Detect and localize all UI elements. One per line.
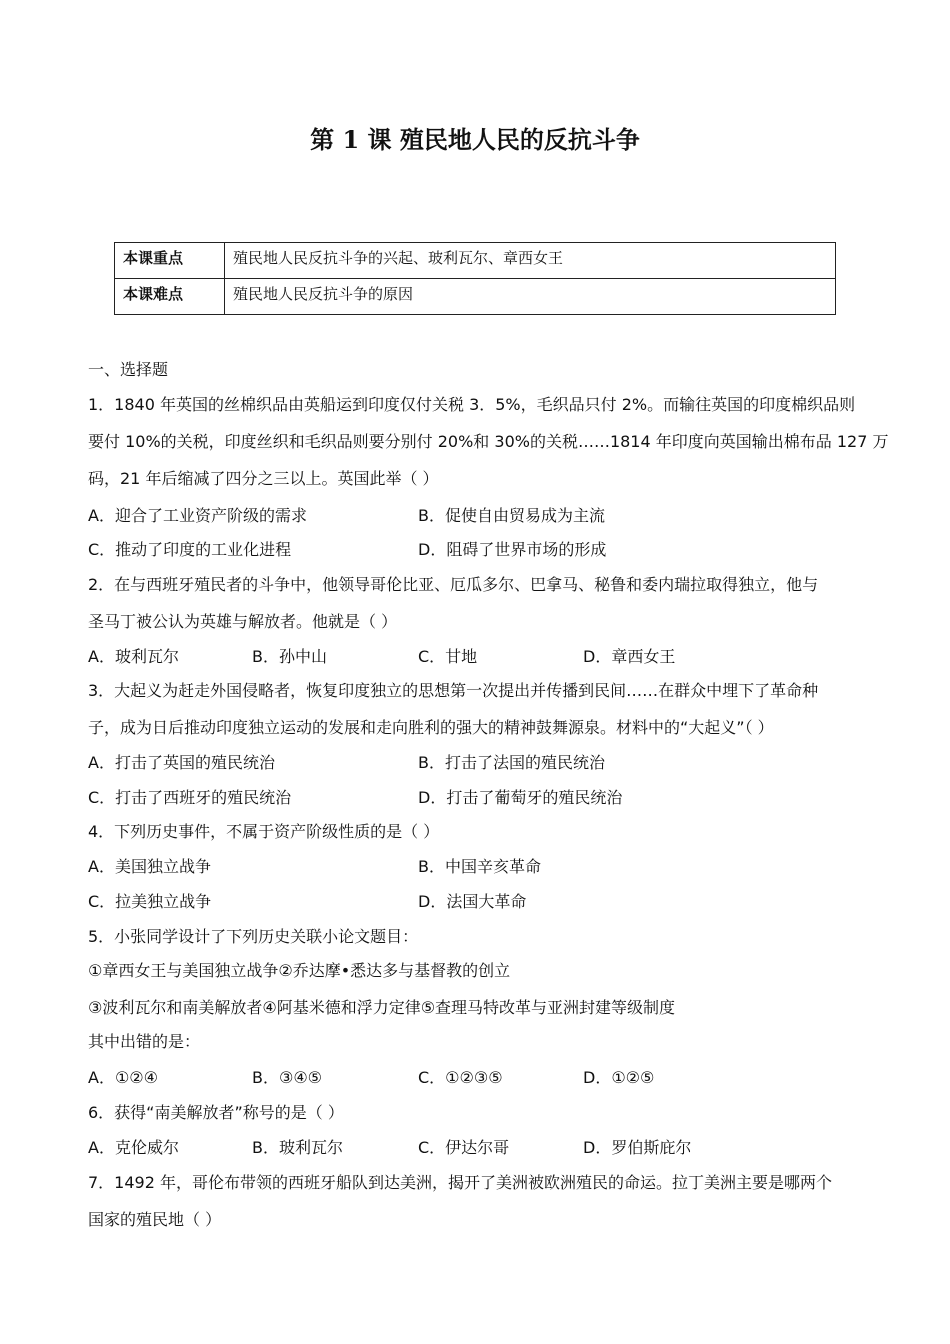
question-6-option-a[interactable]: A．克伦威尔 — [88, 1138, 179, 1157]
question-6-option-c[interactable]: C．伊达尔哥 — [418, 1138, 510, 1157]
question-5-line-3: ③波利瓦尔和南美解放者④阿基米德和浮力定律⑤查理马特改革与亚洲封建等级制度 — [88, 998, 676, 1017]
question-1-line-3: 码，21 年后缩减了四分之三以上。英国此举（ ） — [88, 469, 439, 488]
question-4-option-a[interactable]: A．美国独立战争 — [88, 857, 211, 876]
question-1-line-2: 要付 10%的关税，印度丝织和毛织品则要分别付 20%和 30%的关税……1814 年印度向英国输出棉布品 127 万 — [88, 432, 889, 451]
key-points-table — [114, 242, 836, 315]
question-3-option-b[interactable]: B．打击了法国的殖民统治 — [418, 753, 605, 772]
question-1-option-b[interactable]: B．促使自由贸易成为主流 — [418, 506, 605, 525]
question-7-line-2: 国家的殖民地（ ） — [88, 1210, 222, 1229]
table-row — [115, 243, 836, 279]
question-5-option-a[interactable]: A．①②④ — [88, 1068, 158, 1087]
page-title: 第 1 课 殖民地人民的反抗斗争 — [310, 125, 640, 154]
question-5-line-2: ①章西女王与美国独立战争②乔达摩•悉达多与基督教的创立 — [88, 961, 511, 980]
question-5-option-d[interactable]: D．①②⑤ — [583, 1068, 655, 1087]
question-3-option-a[interactable]: A．打击了英国的殖民统治 — [88, 753, 275, 772]
question-1-option-c[interactable]: C．推动了印度的工业化进程 — [88, 540, 292, 559]
question-4-option-b[interactable]: B．中国辛亥革命 — [418, 857, 541, 876]
question-1-line-1: 1．1840 年英国的丝棉织品由英船运到印度仅付关税 3．5%，毛织品只付 2%。而输往英国的印度棉织品则 — [88, 395, 856, 414]
table-cell-value: 殖民地人民反抗斗争的原因 — [225, 279, 836, 315]
question-3-line-2: 子，成为日后推动印度独立运动的发展和走向胜利的强大的精神鼓舞源泉。材料中的“大起义”（ ） — [88, 718, 774, 737]
table-cell-label: 本课重点 — [115, 243, 225, 279]
table-cell-value: 殖民地人民反抗斗争的兴起、玻利瓦尔、章西女王 — [225, 243, 836, 279]
question-5-option-c[interactable]: C．①②③⑤ — [418, 1068, 503, 1087]
question-2-line-2: 圣马丁被公认为英雄与解放者。他就是（ ） — [88, 612, 398, 631]
question-5-line-4: 其中出错的是： — [88, 1032, 201, 1051]
table-cell-label: 本课难点 — [115, 279, 225, 315]
question-3-line-1: 3．大起义为赶走外国侵略者，恢复印度独立的思想第一次提出并传播到民间……在群众中埋下了革命种 — [88, 681, 819, 700]
question-1-option-a[interactable]: A．迎合了工业资产阶级的需求 — [88, 506, 307, 525]
question-6-option-b[interactable]: B．玻利瓦尔 — [252, 1138, 343, 1157]
question-2-line-1: 2．在与西班牙殖民者的斗争中，他领导哥伦比亚、厄瓜多尔、巴拿马、秘鲁和委内瑞拉取得独立，他与 — [88, 575, 819, 594]
question-2-option-c[interactable]: C．甘地 — [418, 647, 478, 666]
question-1-option-d[interactable]: D．阻碍了世界市场的形成 — [418, 540, 607, 559]
question-7-line-1: 7．1492 年，哥伦布带领的西班牙船队到达美洲，揭开了美洲被欧洲殖民的命运。拉丁美洲主要是哪两个 — [88, 1173, 832, 1192]
question-4-option-d[interactable]: D．法国大革命 — [418, 892, 527, 911]
question-2-option-b[interactable]: B．孙中山 — [252, 647, 327, 666]
section-heading: 一、选择题 — [88, 360, 169, 379]
table-row — [115, 279, 836, 315]
question-3-option-d[interactable]: D．打击了葡萄牙的殖民统治 — [418, 788, 623, 807]
question-6-line-1: 6．获得“南美解放者”称号的是（ ） — [88, 1103, 344, 1122]
question-3-option-c[interactable]: C．打击了西班牙的殖民统治 — [88, 788, 292, 807]
question-2-option-a[interactable]: A．玻利瓦尔 — [88, 647, 179, 666]
question-5-line-1: 5．小张同学设计了下列历史关联小论文题目： — [88, 927, 419, 946]
question-5-option-b[interactable]: B．③④⑤ — [252, 1068, 323, 1087]
question-4-option-c[interactable]: C．拉美独立战争 — [88, 892, 212, 911]
question-2-option-d[interactable]: D．章西女王 — [583, 647, 676, 666]
question-4-line-1: 4．下列历史事件，不属于资产阶级性质的是（ ） — [88, 822, 440, 841]
question-6-option-d[interactable]: D．罗伯斯庇尔 — [583, 1138, 692, 1157]
